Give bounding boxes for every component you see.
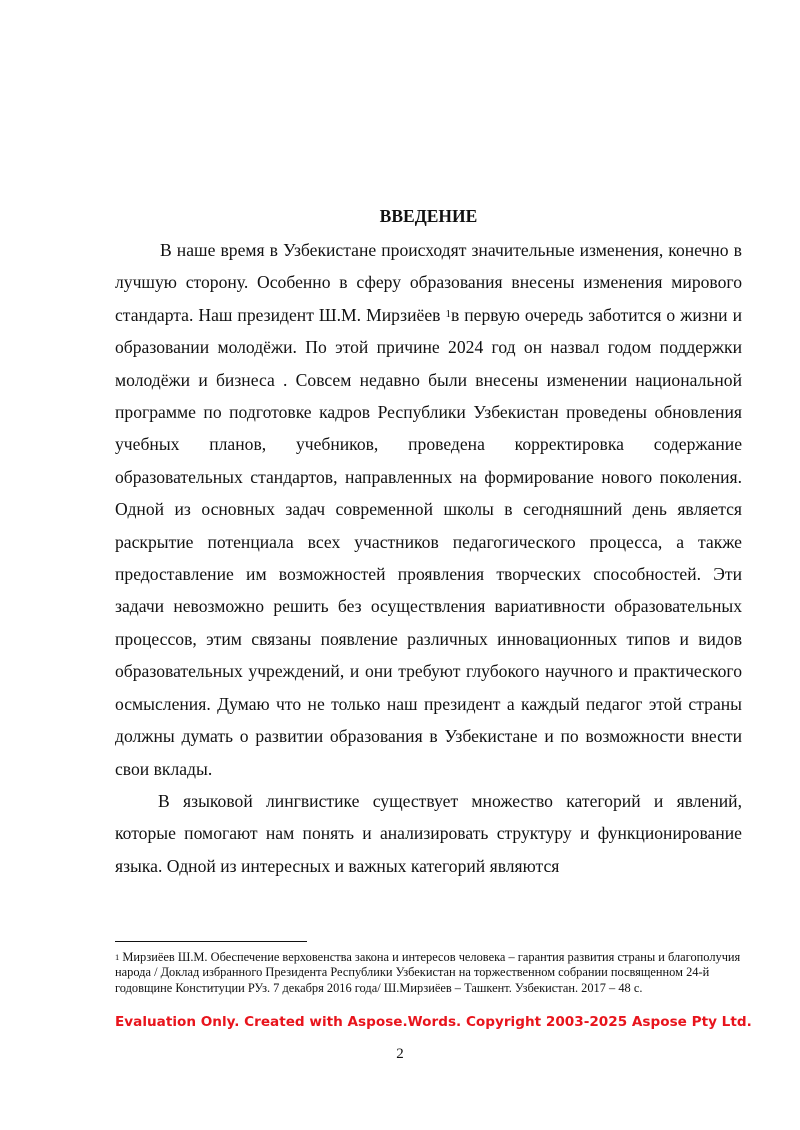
footnote-reference[interactable]: 1 bbox=[445, 307, 451, 320]
intro-paragraph-text-after-ref: в первую очередь заботится о жизни и образовании молодёжи. По этой причине 2024 год он назвал годом поддержки молодёжи и бизнеса . Совсем недавно были внесены изменении национальной программе по подготовке кадров Республики Узбекистан проведены обновления учебных планов, учебников, проведена корректировка содержание образовательных стандартов, направленных на формирование нового поколения. Одной из основных задач современной школы в сегодняшний день является раскрытие потенциала всех участников педагогического процесса, а также предоставление им возможностей проявления творческих способностей. Эти задачи невозможно решить без осуществления вариативности образовательных процессов, этим связаны появление различных инновационных типов и видов образовательных учреждений, и они требуют глубокого научного и практического осмысления. Думаю что не только наш президент а каждый педагог этой страны должны думать о развитии образования в Узбекистане и по возможности внести свои вклады. bbox=[115, 304, 742, 779]
footnote-number: 1 bbox=[115, 952, 120, 962]
evaluation-watermark: Evaluation Only. Created with Aspose.Words. Copyright 2003-2025 Aspose Pty Ltd. bbox=[115, 1014, 752, 1030]
linguistics-paragraph: В языковой лингвистике существует множество категорий и явлений, которые помогают нам понять и анализировать структуру и функционирование языка. Одной из интересных и важных категорий являются bbox=[115, 790, 742, 876]
footnote-separator bbox=[115, 941, 307, 942]
intro-paragraph bbox=[115, 234, 742, 785]
footnote-text: Мирзиёев Ш.М. Обеспечение верховенства закона и интересов человека – гарантия развития страны и благополучия народа / Доклад избранного Президента Республики Узбекистан на торжественном собрании посвященном 24-й годовщине Конституции РУз. 7 декабря 2016 года/ Ш.Мирзиёев – Ташкент. Узбекистан. 2017 – 48 с. bbox=[115, 950, 741, 995]
section-heading: ВВЕДЕНИЕ bbox=[379, 206, 478, 226]
footnote bbox=[115, 950, 742, 996]
intro-paragraph-text-before-ref: В наше время в Узбекистане происходят значительные изменения, конечно в лучшую сторону. Особенно в сферу образования внесены изменения мирового стандарта. Наш президент Ш.М. Мирзиёев bbox=[115, 240, 742, 325]
body-text bbox=[115, 234, 742, 882]
page-number: 2 bbox=[396, 1046, 404, 1062]
